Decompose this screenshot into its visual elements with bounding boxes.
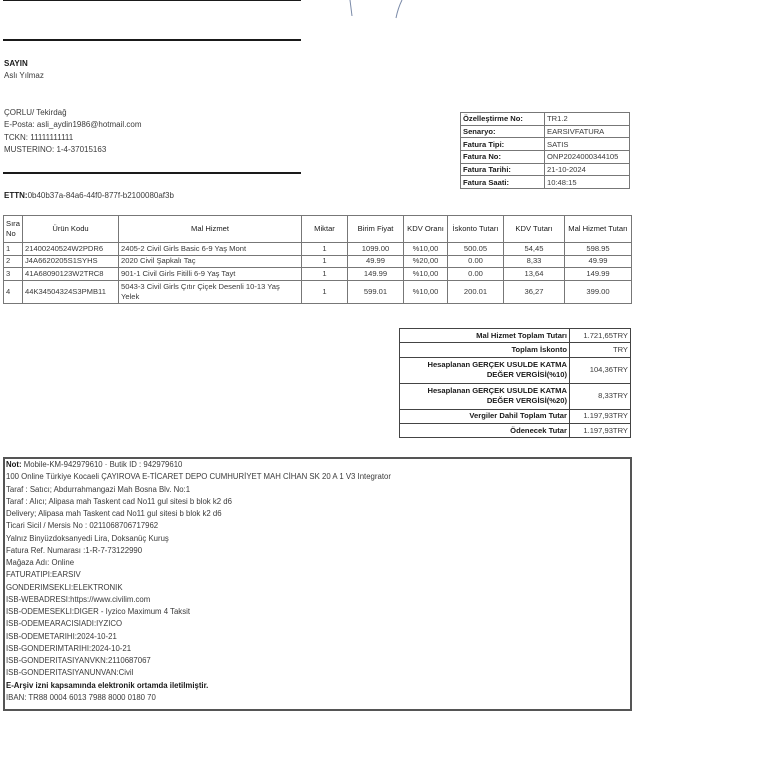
cell-kdv-orani: %20,00 bbox=[404, 255, 448, 268]
totals-value: 1.197,93TRY bbox=[570, 423, 631, 437]
cell-miktar: 1 bbox=[302, 243, 348, 256]
info-row bbox=[461, 125, 630, 138]
cell-kdv-tutari: 8,33 bbox=[504, 255, 565, 268]
buyer-email: E-Posta: asli_aydin1986@hotmail.com bbox=[4, 120, 142, 130]
col-header-miktar: Miktar bbox=[302, 216, 348, 243]
totals-label: Mal Hizmet Toplam Tutarı bbox=[400, 329, 570, 343]
totals-row bbox=[400, 357, 631, 383]
note-line: ISB-ODEMESEKLI:DIGER - Iyzico Maximum 4 Taksit bbox=[6, 607, 190, 616]
cell-sira: 1 bbox=[4, 243, 23, 256]
ettn-line bbox=[4, 191, 174, 200]
buyer-tckn: TCKN: 11111111111 bbox=[4, 132, 74, 142]
totals-value: 1.721,65TRY bbox=[570, 329, 631, 343]
note-line: ISB-GONDERITASIYANUNVAN:Civil bbox=[6, 668, 134, 678]
invoice-info-table bbox=[460, 112, 630, 189]
info-key: Fatura Saati: bbox=[461, 176, 545, 189]
note-line: ISB-GONDERIMTARIHI:2024-10-21 bbox=[6, 643, 132, 653]
note-line: ISB-WEBADRESI:https://www.civilim.com bbox=[6, 594, 151, 604]
cell-iskonto: 200.01 bbox=[448, 280, 504, 303]
col-header-mal-hizmet-tutari: Mal Hizmet Tutarı bbox=[565, 216, 632, 243]
totals-value: 1.197,93TRY bbox=[570, 409, 631, 423]
note-line: Fatura Ref. Numarası :1-R-7-73122990 bbox=[6, 545, 143, 555]
top-rule bbox=[3, 0, 301, 1]
cell-iskonto: 0.00 bbox=[448, 255, 504, 268]
totals-value: TRY bbox=[570, 343, 631, 357]
note-line: Yalnız Binyüzdoksanyedi Lira, Doksanüç Kuruş bbox=[6, 533, 169, 543]
cell-sira: 3 bbox=[4, 268, 23, 281]
cell-birim-fiyat: 49.99 bbox=[348, 255, 404, 268]
cell-urun-kodu: 41A68090123W2TRC8 bbox=[23, 268, 119, 281]
cell-kdv-orani: %10,00 bbox=[404, 243, 448, 256]
iban-line: IBAN: TR88 0004 6013 7988 8000 0180 70 bbox=[6, 692, 156, 702]
totals-value: 8,33TRY bbox=[570, 383, 631, 409]
cell-tutar: 399.00 bbox=[565, 280, 632, 303]
info-row bbox=[461, 163, 630, 176]
note-line: GONDERIMSEKLI:ELEKTRONIK bbox=[6, 582, 123, 592]
info-row bbox=[461, 176, 630, 189]
notes-box bbox=[3, 457, 632, 711]
totals-row bbox=[400, 343, 631, 357]
info-value: EARSIVFATURA bbox=[545, 125, 630, 138]
col-header-birim-fiyat: Birim Fiyat bbox=[348, 216, 404, 243]
items-header-row bbox=[4, 216, 632, 243]
table-row bbox=[4, 268, 632, 281]
col-header-urun-kodu: Ürün Kodu bbox=[23, 216, 119, 243]
totals-label: Toplam İskonto bbox=[400, 343, 570, 357]
info-key: Fatura No: bbox=[461, 151, 545, 164]
col-header-sira: Sıra No bbox=[4, 216, 23, 243]
info-value: TR1.2 bbox=[545, 113, 630, 126]
totals-value: 104,36TRY bbox=[570, 357, 631, 383]
cell-mal-hizmet: 2405-2 Civil Girls Basic 6-9 Yaş Mont bbox=[119, 243, 302, 256]
info-value: SATIS bbox=[545, 138, 630, 151]
cell-birim-fiyat: 1099.00 bbox=[348, 243, 404, 256]
cell-iskonto: 0.00 bbox=[448, 268, 504, 281]
earsiv-notice: E-Arşiv izni kapsamında elektronik ortamda iletilmiştir. bbox=[6, 680, 209, 690]
totals-label: Vergiler Dahil Toplam Tutar bbox=[400, 409, 570, 423]
cell-birim-fiyat: 149.99 bbox=[348, 268, 404, 281]
col-header-kdv-orani: KDV Oranı bbox=[404, 216, 448, 243]
col-header-kdv-tutari: KDV Tutarı bbox=[504, 216, 565, 243]
cell-mal-hizmet: 901-1 Civil Girls Fitilli 6-9 Yaş Tayt bbox=[119, 268, 302, 281]
table-row bbox=[4, 280, 632, 303]
cell-urun-kodu: J4A6620205S1SYHS bbox=[23, 255, 119, 268]
table-row bbox=[4, 255, 632, 268]
cell-kdv-tutari: 36,27 bbox=[504, 280, 565, 303]
cell-kdv-tutari: 13,64 bbox=[504, 268, 565, 281]
note-label: Not: bbox=[6, 460, 22, 469]
cell-mal-hizmet: 5043-3 Civil Girls Çıtır Çiçek Desenli 10-13 Yaş Yelek bbox=[119, 280, 302, 303]
items-table bbox=[3, 215, 632, 304]
info-key: Özelleştirme No: bbox=[461, 113, 545, 126]
info-key: Fatura Tipi: bbox=[461, 138, 545, 151]
cell-kdv-orani: %10,00 bbox=[404, 268, 448, 281]
totals-label: Hesaplanan GERÇEK USULDE KATMA DEĞER VERGİSİ(%10) bbox=[400, 357, 570, 383]
signature-mark bbox=[340, 0, 410, 20]
note-line: Taraf : Alıcı; Alipasa mah Taskent cad No11 gul sitesi b blok k2 d6 bbox=[6, 496, 232, 506]
ettn-value: 0b40b37a-84a6-44f0-877f-b2100080af3b bbox=[27, 191, 174, 200]
info-value: ONP2024000344105 bbox=[545, 151, 630, 164]
cell-urun-kodu: 44K34504324S3PMB11 bbox=[23, 280, 119, 303]
info-key: Fatura Tarihi: bbox=[461, 163, 545, 176]
note-line: Delivery; Alipasa mah Taskent cad No11 gul sitesi b blok k2 d6 bbox=[6, 509, 222, 518]
totals-row bbox=[400, 383, 631, 409]
buyer-city: ÇORLU/ Tekirdağ bbox=[4, 108, 67, 117]
cell-urun-kodu: 21400240524W2PDR6 bbox=[23, 243, 119, 256]
info-value: 21-10-2024 bbox=[545, 163, 630, 176]
totals-row bbox=[400, 409, 631, 423]
cell-sira: 4 bbox=[4, 280, 23, 303]
cell-miktar: 1 bbox=[302, 280, 348, 303]
address-rule bbox=[3, 172, 301, 174]
header-rule bbox=[3, 39, 301, 41]
cell-kdv-tutari: 54,45 bbox=[504, 243, 565, 256]
totals-table bbox=[399, 328, 631, 438]
info-row bbox=[461, 113, 630, 126]
cell-sira: 2 bbox=[4, 255, 23, 268]
cell-miktar: 1 bbox=[302, 268, 348, 281]
info-row bbox=[461, 138, 630, 151]
note-line: ISB-ODEMEARACISIADI:IYZICO bbox=[6, 619, 123, 629]
info-value: 10:48:15 bbox=[545, 176, 630, 189]
buyer-address bbox=[4, 107, 142, 157]
cell-kdv-orani: %10,00 bbox=[404, 280, 448, 303]
buyer-heading: SAYIN bbox=[4, 59, 28, 68]
note-line: 100 Online Türkiye Kocaeli ÇAYIROVA E-TİCARET DEPO CUMHURİYET MAH CİHAN SK 20 A 1 V3 Integrator bbox=[6, 472, 391, 482]
totals-row bbox=[400, 329, 631, 343]
buyer-customer-no: MUSTERINO: 1-4-37015163 bbox=[4, 145, 107, 155]
ettn-label: ETTN: bbox=[4, 191, 28, 200]
totals-label: Ödenecek Tutar bbox=[400, 423, 570, 437]
note-text: Mobile-KM-942979610 · Butik ID : 942979610 bbox=[21, 460, 183, 469]
cell-tutar: 49.99 bbox=[565, 255, 632, 268]
buyer-block bbox=[4, 58, 44, 81]
buyer-name: Aslı Yılmaz bbox=[4, 70, 44, 80]
totals-label: Hesaplanan GERÇEK USULDE KATMA DEĞER VERGİSİ(%20) bbox=[400, 383, 570, 409]
info-key: Senaryo: bbox=[461, 125, 545, 138]
note-line: ISB-ODEMETARIHI:2024-10-21 bbox=[6, 631, 117, 641]
col-header-iskonto: İskonto Tutarı bbox=[448, 216, 504, 243]
info-row bbox=[461, 151, 630, 164]
cell-mal-hizmet: 2020 Civil Şapkalı Taç bbox=[119, 255, 302, 268]
col-header-mal-hizmet: Mal Hizmet bbox=[119, 216, 302, 243]
note-line: Ticari Sicil / Mersis No : 0211068706717962 bbox=[6, 521, 159, 531]
cell-tutar: 598.95 bbox=[565, 243, 632, 256]
cell-tutar: 149.99 bbox=[565, 268, 632, 281]
cell-birim-fiyat: 599.01 bbox=[348, 280, 404, 303]
totals-row bbox=[400, 423, 631, 437]
cell-miktar: 1 bbox=[302, 255, 348, 268]
note-line: Taraf : Satıcı; Abdurrahmangazi Mah Bosna Blv. No:1 bbox=[6, 484, 191, 494]
note-line: Mağaza Adı: Online bbox=[6, 558, 75, 567]
note-line: ISB-GONDERITASIYANVKN:2110687067 bbox=[6, 656, 151, 665]
note-line: FATURATIPI:EARSIV bbox=[6, 570, 81, 580]
note-line bbox=[6, 459, 630, 471]
table-row bbox=[4, 243, 632, 256]
cell-iskonto: 500.05 bbox=[448, 243, 504, 256]
